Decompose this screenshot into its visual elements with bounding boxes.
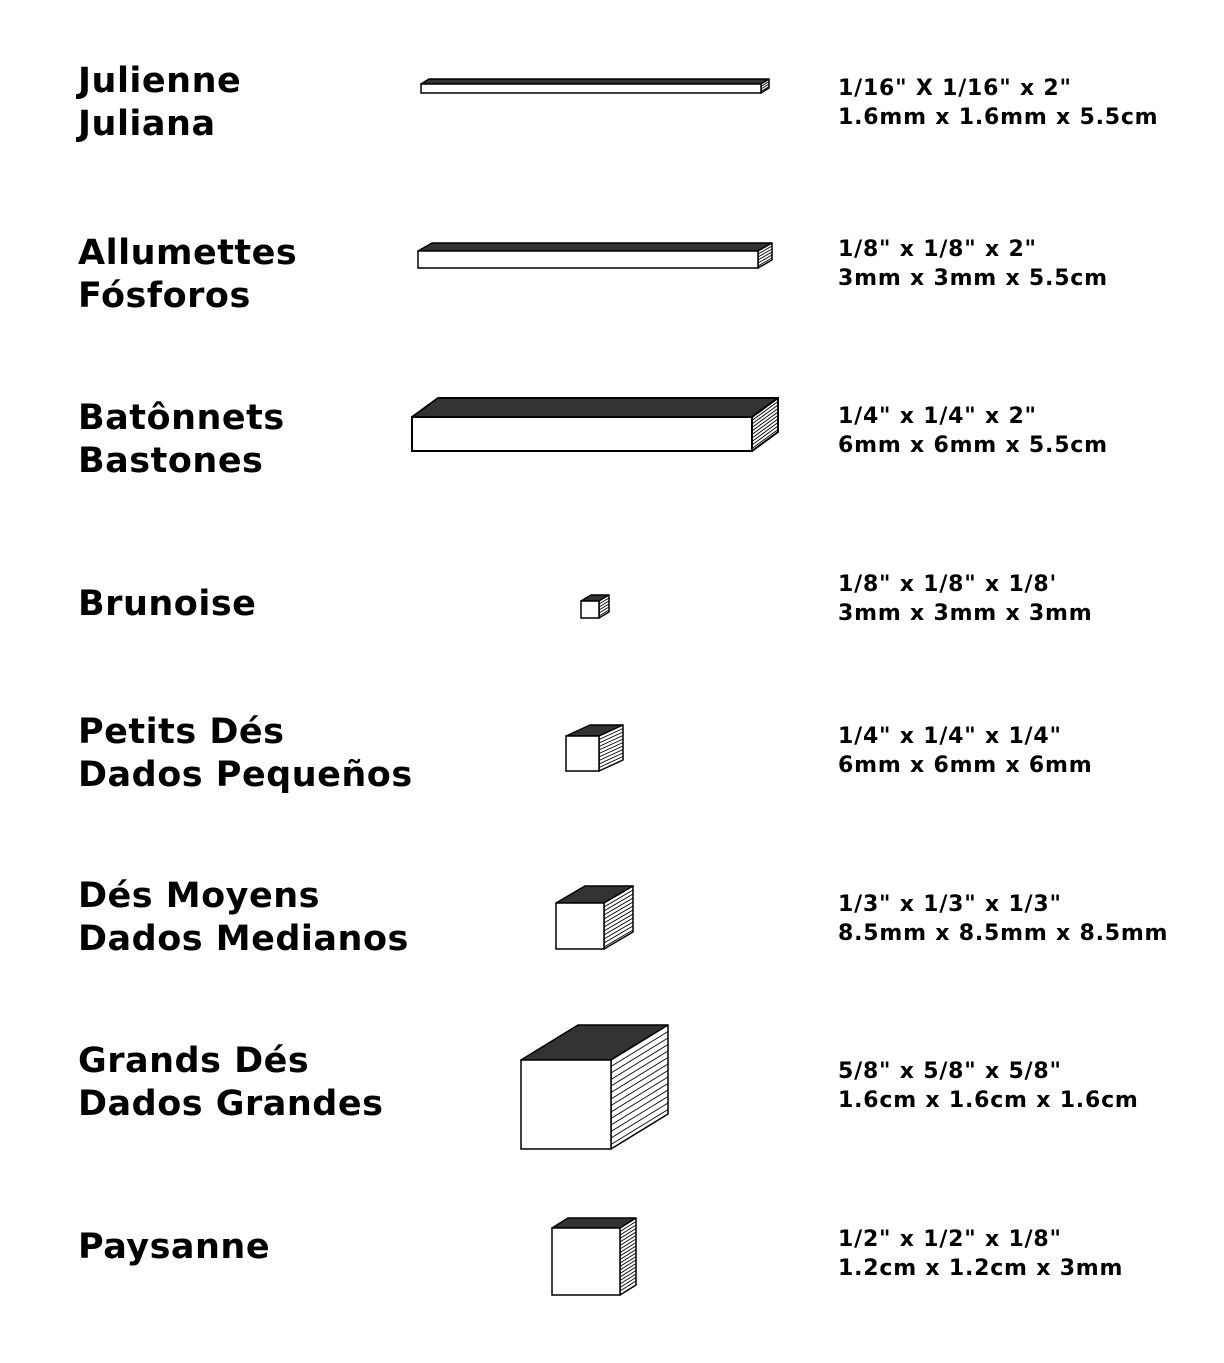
dim-imperial: 5/8" x 5/8" x 5/8": [838, 1059, 1062, 1084]
top-face: [418, 243, 772, 251]
front-face: [566, 736, 599, 771]
cut-name-es: Bastones: [78, 441, 264, 481]
front-face: [552, 1228, 620, 1295]
dim-metric: 3mm x 3mm x 3mm: [838, 601, 1093, 626]
cut-name-fr: Julienne: [78, 61, 242, 101]
dim-imperial: 1/2" x 1/2" x 1/8": [838, 1227, 1062, 1252]
allumettes-stick: [418, 243, 772, 268]
front-face: [418, 251, 758, 268]
cut-name-fr: Batônnets: [78, 398, 285, 438]
dim-imperial: 1/4" x 1/4" x 1/4": [838, 724, 1062, 749]
cut-name-es: Juliana: [78, 104, 216, 144]
dim-imperial: 1/8" x 1/8" x 1/8': [838, 572, 1058, 597]
front-face: [556, 903, 604, 949]
dim-imperial: 1/16" X 1/16" x 2": [838, 76, 1072, 101]
brunoise-cube: [581, 595, 609, 618]
cut-name-fr: Grands Dés: [78, 1041, 310, 1081]
cut-name-fr: Allumettes: [78, 233, 298, 273]
cut-name-fr: Paysanne: [78, 1227, 271, 1267]
julienne-stick: [421, 79, 769, 93]
des-moyens-cube: [556, 886, 633, 949]
dim-imperial: 1/8" x 1/8" x 2": [838, 237, 1037, 262]
dim-metric: 6mm x 6mm x 5.5cm: [838, 433, 1108, 458]
cut-name-es: Dados Grandes: [78, 1084, 384, 1124]
paysanne-square: [552, 1218, 636, 1295]
cut-name-fr: Dés Moyens: [78, 876, 320, 916]
dim-imperial: 1/4" x 1/4" x 2": [838, 404, 1037, 429]
front-face: [581, 601, 599, 618]
dim-metric: 1.6mm x 1.6mm x 5.5cm: [838, 105, 1159, 130]
batonnets-stick: [412, 398, 778, 451]
dim-metric: 8.5mm x 8.5mm x 8.5mm: [838, 921, 1169, 946]
dim-metric: 3mm x 3mm x 5.5cm: [838, 266, 1108, 291]
dim-metric: 6mm x 6mm x 6mm: [838, 753, 1093, 778]
cut-name-es: Fósforos: [78, 276, 251, 316]
front-face: [521, 1060, 611, 1149]
cut-name-es: Dados Medianos: [78, 919, 409, 959]
dim-imperial: 1/3" x 1/3" x 1/3": [838, 892, 1062, 917]
grands-des-cube: [521, 1025, 668, 1149]
front-face: [421, 84, 761, 93]
top-face: [412, 398, 778, 417]
cut-name-fr: Petits Dés: [78, 712, 285, 752]
front-face: [412, 417, 752, 451]
dim-metric: 1.2cm x 1.2cm x 3mm: [838, 1256, 1124, 1281]
cut-name-es: Dados Pequeños: [78, 755, 413, 795]
dim-metric: 1.6cm x 1.6cm x 1.6cm: [838, 1088, 1139, 1113]
petits-des-cube: [566, 725, 623, 771]
cut-name-fr: Brunoise: [78, 584, 257, 624]
